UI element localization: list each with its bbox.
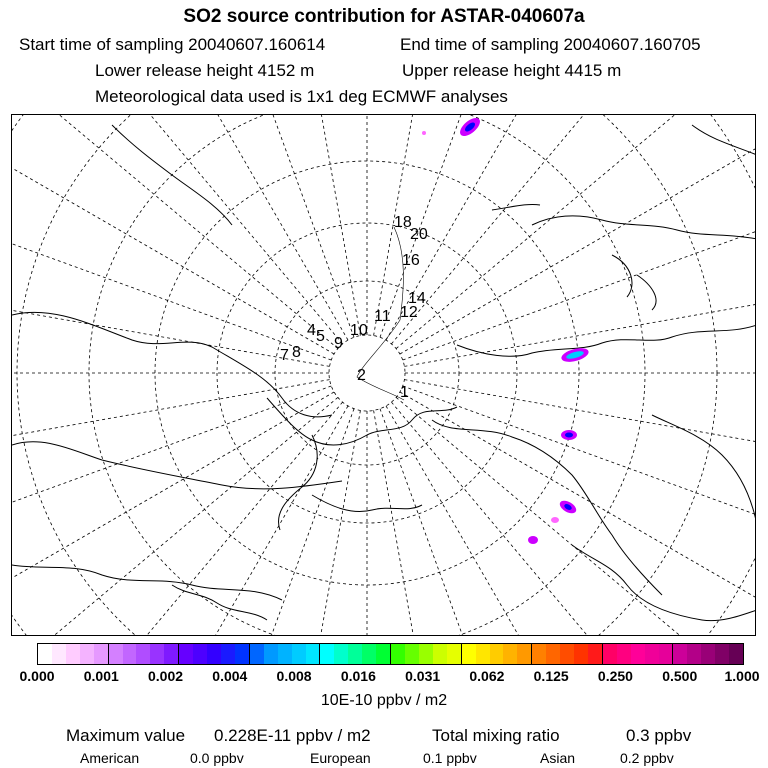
color-swatch (264, 644, 278, 664)
color-scale-tick: 0.004 (212, 668, 248, 684)
coastline (267, 398, 457, 445)
page-title: SO2 source contribution for ASTAR-040607a (183, 6, 585, 27)
contour-label: 18 (394, 214, 412, 231)
start-time-label: Start time of sampling 20040607.160614 (19, 35, 326, 54)
color-scale-tick: 0.062 (469, 668, 505, 684)
color-swatch (433, 644, 447, 664)
color-scale-bar (37, 643, 744, 665)
color-swatch (109, 644, 123, 664)
coastline (572, 545, 756, 621)
color-swatch (334, 644, 348, 664)
color-swatch (476, 644, 490, 664)
map-panel[interactable] (11, 114, 756, 636)
contour-label: 10 (350, 322, 368, 339)
color-swatch (560, 644, 574, 664)
color-scale-tick: 1.000 (724, 668, 760, 684)
total-mixing-value: 0.3 ppbv (626, 726, 692, 745)
asian-value: 0.2 ppbv (620, 750, 674, 766)
meridian-line (374, 410, 506, 636)
latitude-circle (12, 115, 756, 636)
plume-area (422, 131, 426, 135)
color-scale-tick: 0.000 (19, 668, 55, 684)
meridian-line (386, 406, 756, 636)
color-swatch (136, 644, 150, 664)
color-swatch (490, 644, 504, 664)
color-swatch (66, 644, 80, 664)
plume-area (551, 517, 559, 523)
meridian-line (386, 115, 756, 340)
coastline (457, 325, 756, 356)
plume-areas (422, 115, 590, 544)
contour-label: 20 (410, 226, 428, 243)
color-swatch (715, 644, 729, 664)
color-swatch (164, 644, 179, 664)
meridian-line (12, 386, 331, 636)
color-scale-tick: 0.001 (83, 668, 119, 684)
color-swatch (94, 644, 109, 664)
european-label: European (310, 750, 371, 766)
color-swatch (603, 644, 617, 664)
color-scale-tick: 0.125 (533, 668, 569, 684)
color-swatch (207, 644, 221, 664)
color-scale-tick: 0.002 (148, 668, 184, 684)
color-swatch (278, 644, 292, 664)
color-swatch (687, 644, 701, 664)
color-swatch (574, 644, 588, 664)
coastline (12, 312, 332, 417)
contour-label: 2 (357, 367, 366, 384)
color-swatch (179, 644, 193, 664)
coastline (612, 255, 656, 310)
color-swatch (38, 644, 52, 664)
asian-label: Asian (540, 750, 576, 766)
color-swatch (235, 644, 250, 664)
color-scale-tick: 0.031 (405, 668, 441, 684)
color-swatch (391, 644, 405, 664)
lower-release-label: Lower release height 4152 m (95, 61, 315, 80)
contour-label: 9 (334, 335, 343, 352)
color-swatch (306, 644, 321, 664)
meridian-line (12, 115, 343, 344)
meridian-line (391, 115, 756, 344)
meridian-line (12, 392, 334, 636)
color-swatch (320, 644, 334, 664)
meridian-line (12, 115, 338, 349)
color-scale-tick: 0.008 (276, 668, 312, 684)
contour-label: 12 (400, 304, 418, 321)
meridian-line (12, 402, 343, 636)
coastline (692, 125, 756, 155)
contour-label: 4 (307, 322, 316, 339)
contour-label: 1 (400, 384, 409, 401)
color-swatch (631, 644, 645, 664)
plume-area (565, 433, 573, 438)
plume-area (528, 536, 538, 544)
color-swatch (250, 644, 264, 664)
color-swatch (123, 644, 137, 664)
color-scale-tick: 0.500 (662, 668, 698, 684)
lat-lon-grid (12, 115, 756, 636)
color-swatch (348, 644, 362, 664)
coastline (172, 585, 267, 620)
color-swatch (517, 644, 532, 664)
max-value: 0.228E-11 ppbv / m2 (214, 726, 371, 745)
color-swatch (659, 644, 674, 664)
max-value-label: Maximum value (66, 726, 186, 745)
contour-label: 14 (408, 290, 426, 307)
color-swatch (292, 644, 306, 664)
coastline (12, 565, 282, 600)
meteorological-data-label: Meteorological data used is 1x1 deg ECMWF analyses (95, 87, 508, 106)
meridian-line (404, 234, 756, 366)
color-swatch (503, 644, 517, 664)
coastline (652, 415, 756, 525)
american-value: 0.0 ppbv (190, 750, 244, 766)
meridian-line (403, 115, 756, 360)
european-value: 0.1 ppbv (423, 750, 477, 766)
color-scale-tick: 0.250 (597, 668, 633, 684)
contour-label: 5 (316, 328, 325, 345)
meridian-line (12, 115, 331, 360)
color-swatch (80, 644, 94, 664)
color-swatch (221, 644, 235, 664)
color-swatch (405, 644, 419, 664)
contour-label: 7 (280, 347, 289, 364)
contour-label: 8 (292, 344, 301, 361)
color-scale-units: 10E-10 ppbv / m2 (320, 692, 448, 709)
color-swatch (447, 644, 462, 664)
upper-release-label: Upper release height 4415 m (402, 61, 622, 80)
coastline (432, 420, 662, 595)
color-swatch (462, 644, 476, 664)
color-swatch (193, 644, 207, 664)
color-swatch (645, 644, 659, 664)
color-swatch (150, 644, 164, 664)
meridian-line (12, 397, 338, 636)
color-swatch (588, 644, 603, 664)
color-swatch (419, 644, 433, 664)
color-swatch (362, 644, 376, 664)
coastline (12, 442, 342, 489)
color-swatch (617, 644, 631, 664)
latitude-circle (12, 115, 756, 636)
color-swatch (673, 644, 687, 664)
polar-map (12, 115, 756, 636)
color-swatch (701, 644, 715, 664)
meridian-line (12, 406, 348, 636)
contour-label: 11 (374, 308, 391, 325)
end-time-label: End time of sampling 20040607.160705 (400, 35, 701, 54)
meridian-line (403, 386, 756, 636)
meridian-line (12, 115, 348, 340)
coastline (532, 216, 756, 239)
color-swatch (52, 644, 66, 664)
total-mixing-label: Total mixing ratio (432, 726, 560, 745)
color-swatch (729, 644, 743, 664)
color-swatch (532, 644, 546, 664)
meridian-line (93, 115, 354, 337)
color-swatch (376, 644, 391, 664)
contour-label: 16 (402, 252, 420, 269)
color-swatch (546, 644, 560, 664)
meridian-line (404, 380, 756, 512)
american-label: American (80, 750, 140, 766)
color-scale-tick: 0.016 (340, 668, 376, 684)
